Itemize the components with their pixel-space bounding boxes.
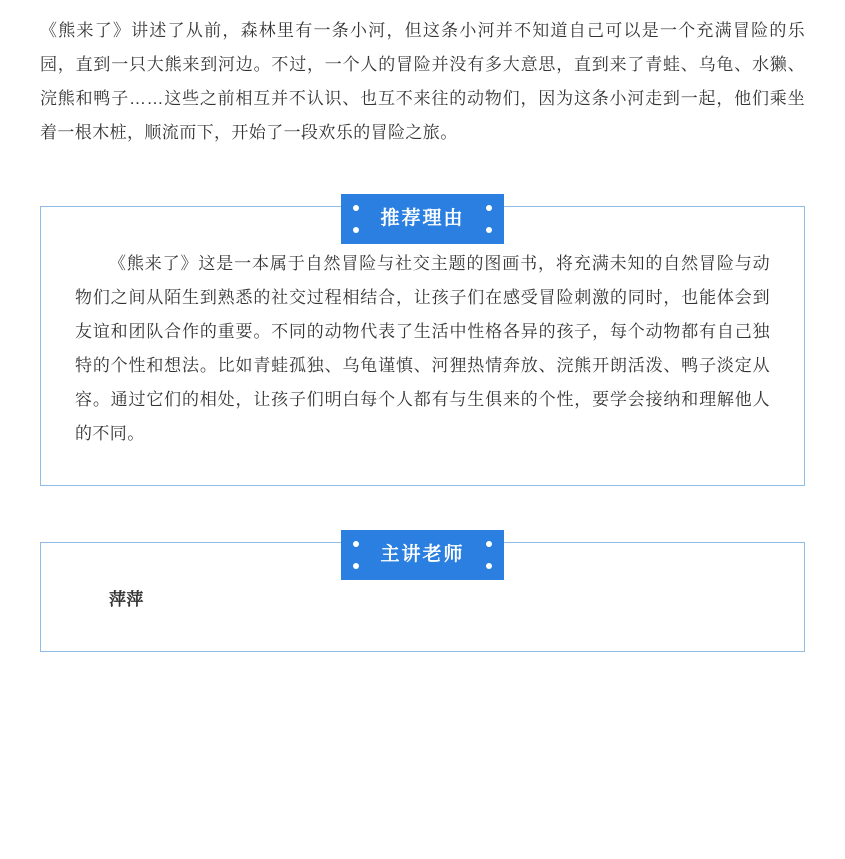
decorative-dot-icon [486,541,492,547]
section-title-text: 推荐理由 [380,208,465,229]
decorative-dot-icon [353,541,359,547]
decorative-dot-icon [353,205,359,211]
section-teacher [40,530,805,652]
decorative-dot-icon [486,205,492,211]
decorative-dot-icon [486,227,492,233]
section-title-recommendation [341,194,504,244]
section-title-teacher [341,530,504,580]
decorative-dot-icon [353,227,359,233]
intro-paragraph: 《熊来了》讲述了从前，森林里有一条小河，但这条小河并不知道自己可以是一个充满冒险的乐园，直到一只大熊来到河边。不过，一个人的冒险并没有多大意思，直到来了青蛙、乌龟、水獭、浣熊和鸭子……这些之前相互并不认识、也互不来往的动物们，因为这条小河走到一起，他们乘坐着一根木桩，顺流而下，开始了一段欢乐的冒险之旅。 [40,21,805,142]
section-body-recommendation [40,206,805,486]
section-recommendation [40,194,805,486]
recommendation-text: 《熊来了》这是一本属于自然冒险与社交主题的图画书，将充满未知的自然冒险与动物们之间从陌生到熟悉的社交过程相结合，让孩子们在感受冒险刺激的同时，也能体会到友谊和团队合作的重要。不同的动物代表了生活中性格各异的孩子，每个动物都有自己独特的个性和想法。比如青蛙孤独、乌龟谨慎、河狸热情奔放、浣熊开朗活泼、鸭子淡定从容。通过它们的相处，让孩子们明白每个人都有与生俱来的个性，要学会接纳和理解他人的不同。 [75,254,770,443]
section-title-text: 主讲老师 [380,544,465,565]
decorative-dot-icon [353,563,359,569]
decorative-dot-icon [486,563,492,569]
section-header-wrap-teacher [40,530,805,565]
section-header-wrap-recommendation [40,194,805,229]
teacher-name: 萍萍 [109,590,144,609]
